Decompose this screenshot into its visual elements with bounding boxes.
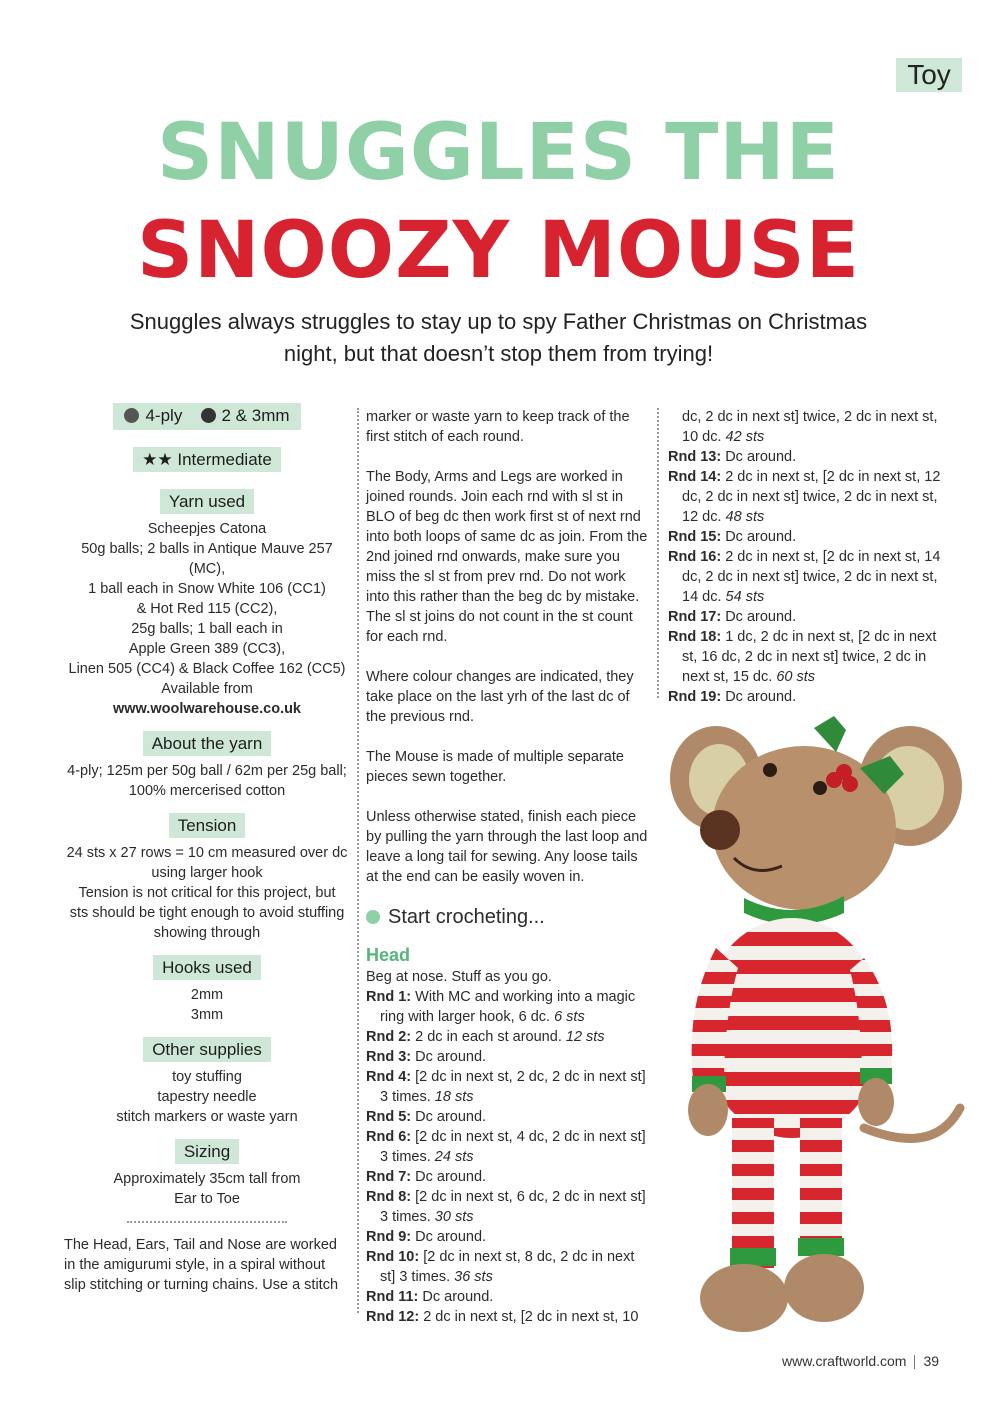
yarn-ball-icon [124, 408, 139, 423]
yarn-line: Available from [161, 681, 253, 697]
round-row: Rnd 12: 2 dc in next st, [2 dc in next st, 10 [366, 1309, 639, 1325]
footer-site[interactable]: www.craftworld.com [782, 1353, 907, 1369]
tension-line: showing through [153, 925, 261, 941]
round-row: Rnd 2: 2 dc in each st around. 12 sts [366, 1029, 605, 1045]
round-row: Rnd 17: Dc around. [668, 609, 797, 625]
round-row: Rnd 19: Dc around. [668, 689, 797, 705]
round-row: Rnd 3: Dc around. [366, 1049, 487, 1065]
yarn-line: 50g balls; 2 balls in Antique Mauve 257 (MC), [81, 541, 333, 577]
yarn-lines [64, 519, 350, 699]
title-line-2: SNOOZY MOUSE [137, 206, 860, 296]
note-paragraph: Unless otherwise stated, finish each piece by pulling the yarn through the last loop and leave a long tail for sewing. Any loose tails at the end can be easily woven in. [366, 809, 648, 885]
level-badge: ★★ Intermediate [133, 447, 281, 472]
round-row: Rnd 10: [2 dc in next st, 8 dc, 2 dc in next st] 3 times. 36 sts [366, 1249, 635, 1285]
hook-line: 2mm [190, 987, 224, 1003]
divider [127, 1221, 287, 1223]
start-heading-text: Start crocheting... [388, 906, 545, 928]
sizing-line: Approximately 35cm tall from [113, 1171, 301, 1187]
head-heading: Head [366, 945, 411, 965]
about-lines [64, 761, 350, 801]
column-divider [357, 408, 359, 1313]
round-list [366, 987, 652, 1327]
round-row: Rnd 9: Dc around. [366, 1229, 487, 1245]
round-row: Rnd 7: Dc around. [366, 1169, 487, 1185]
round-row: Rnd 13: Dc around. [668, 449, 797, 465]
instructions-column-continued [668, 407, 954, 707]
supply-line: toy stuffing [172, 1069, 242, 1085]
mouse-toy-image [664, 708, 970, 1338]
supply-line: stitch markers or waste yarn [116, 1109, 298, 1125]
round-row: Rnd 15: Dc around. [668, 529, 797, 545]
yarn-line: Scheepjes Catona [147, 521, 267, 537]
about-heading: About the yarn [143, 731, 272, 756]
weight-hook-badge [113, 403, 300, 430]
weight-text: 4-ply [145, 406, 183, 425]
yarn-ball-icon [366, 910, 380, 924]
start-heading [366, 907, 652, 927]
instructions-column [366, 407, 652, 1327]
section-tag: Toy [896, 58, 962, 92]
yarn-url[interactable]: www.woolwarehouse.co.uk [113, 701, 301, 717]
page-footer [782, 1353, 939, 1369]
hooks-heading: Hooks used [153, 955, 261, 980]
tension-line: sts should be tight enough to avoid stuffing [69, 905, 345, 921]
title-line-1: SNUGGLES THE [157, 108, 840, 198]
yarn-line: Linen 505 (CC4) & Black Coffee 162 (CC5) [68, 661, 346, 677]
yarn-line: & Hot Red 115 (CC2), [136, 601, 278, 617]
round-row: Rnd 14: 2 dc in next st, [2 dc in next st, 12 dc, 2 dc in next st] twice, 2 dc in next st, 12 dc. 48 sts [668, 469, 941, 525]
round-continuation: dc, 2 dc in next st] twice, 2 dc in next st, 10 dc. 42 sts [682, 409, 938, 445]
yarn-line: 1 ball each in Snow White 106 (CC1) [88, 581, 326, 597]
sizing-heading: Sizing [175, 1139, 239, 1164]
tension-line: 24 sts x 27 rows = 10 cm measured over dc [66, 845, 348, 861]
about-line: 4-ply; 125m per 50g ball / 62m per 25g ball; [67, 763, 347, 779]
note-paragraph: Where colour changes are indicated, they take place on the last yrh of the last dc of the previous rnd. [366, 669, 634, 725]
round-row: Rnd 1: With MC and working into a magic ring with larger hook, 6 dc. 6 sts [366, 989, 636, 1025]
round-list [668, 447, 954, 707]
yarn-heading: Yarn used [160, 489, 254, 514]
notes [366, 407, 652, 887]
supplies-lines [64, 1067, 350, 1127]
round-row: Rnd 5: Dc around. [366, 1109, 487, 1125]
yarn-line: Apple Green 389 (CC3), [128, 641, 286, 657]
round-row: Rnd 11: Dc around. [366, 1289, 494, 1305]
round-row: Rnd 18: 1 dc, 2 dc in next st, [2 dc in next st, 16 dc, 2 dc in next st] twice, 2 dc in next st, 15 dc. 60 sts [668, 629, 937, 685]
tension-heading: Tension [169, 813, 246, 838]
hooks-lines [64, 985, 350, 1025]
sizing-lines [64, 1169, 350, 1209]
round-row: Rnd 8: [2 dc in next st, 6 dc, 2 dc in next st] 3 times. 30 sts [366, 1189, 646, 1225]
tension-line: Tension is not critical for this project, but [78, 885, 336, 901]
supply-line: tapestry needle [157, 1089, 257, 1105]
head-intro: Beg at nose. Stuff as you go. [366, 969, 552, 985]
hook-sizes-text: 2 & 3mm [221, 406, 290, 425]
supplies-heading: Other supplies [143, 1037, 271, 1062]
sizing-line: Ear to Toe [174, 1191, 240, 1207]
hook-icon [201, 408, 216, 423]
sidebar-column [64, 403, 350, 1295]
page-number: 39 [923, 1353, 940, 1369]
method-text: The Head, Ears, Tail and Nose are worked in the amigurumi style, in a spiral without slip stitching or turning chains. Use a stitch [64, 1237, 339, 1293]
note-paragraph: The Body, Arms and Legs are worked in joined rounds. Join each rnd with sl st in BLO of beg dc then work first st of next rnd into both loops of same dc as join. From the 2nd joined rnd onwards, make sure you miss the sl st from prev rnd. Do not work into this rather than the beg dc by mistake. The sl st joins do not count in the st count for each rnd. [366, 469, 648, 645]
round-row: Rnd 4: [2 dc in next st, 2 dc, 2 dc in next st] 3 times. 18 sts [366, 1069, 646, 1105]
hook-line: 3mm [190, 1007, 224, 1023]
round-row: Rnd 16: 2 dc in next st, [2 dc in next st, 14 dc, 2 dc in next st] twice, 2 dc in next st, 14 dc. 54 sts [668, 549, 941, 605]
intro-text: Snuggles always struggles to stay up to spy Father Christmas on Christmas night, but that doesn’t stop them from trying! [129, 309, 868, 366]
column-divider [657, 408, 659, 698]
note-paragraph: marker or waste yarn to keep track of the first stitch of each round. [366, 409, 630, 445]
round-row: Rnd 6: [2 dc in next st, 4 dc, 2 dc in next st] 3 times. 24 sts [366, 1129, 646, 1165]
note-paragraph: The Mouse is made of multiple separate pieces sewn together. [366, 749, 624, 785]
tension-lines [64, 843, 350, 943]
yarn-line: 25g balls; 1 ball each in [131, 621, 283, 637]
tension-line: using larger hook [151, 865, 263, 881]
about-line: 100% mercerised cotton [128, 783, 286, 799]
